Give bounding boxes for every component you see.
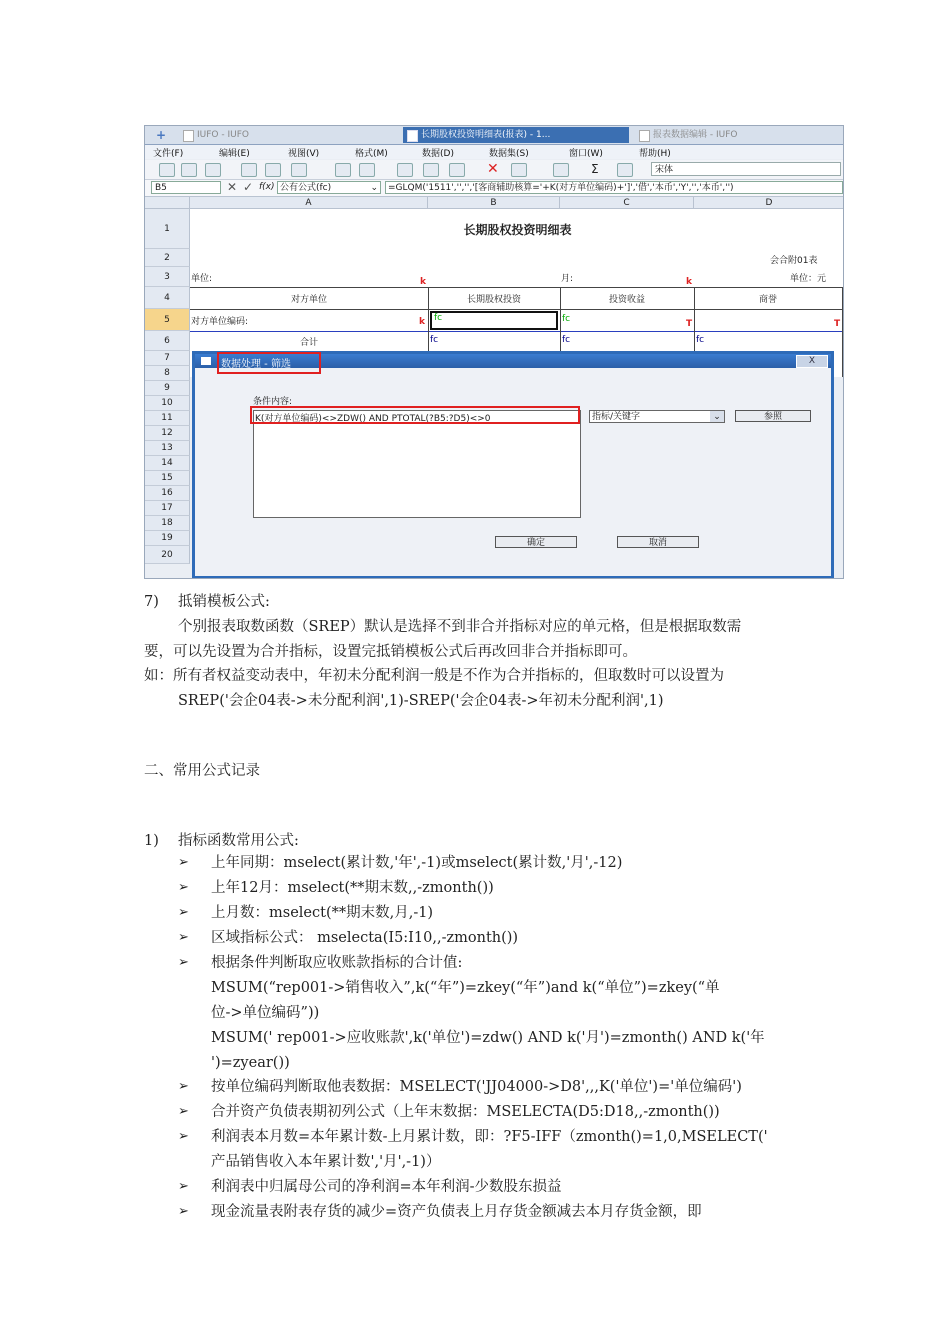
- copy-icon[interactable]: [181, 163, 197, 177]
- cut-icon[interactable]: [423, 163, 439, 177]
- list-item-continuation: ')=zyear()): [211, 1055, 290, 1071]
- list-item-continuation: MSUM(“rep001->销售收入”,k(“年”)=zkey(“年”)and k(“单位”)=zkey(“单: [211, 980, 720, 996]
- list-item: 利润表中归属母公司的净利润=本年利润-少数股东损益: [211, 1179, 562, 1195]
- row-header[interactable]: 2: [145, 249, 190, 267]
- chevron-down-icon: ⌄: [710, 411, 724, 422]
- cell-total-label[interactable]: 合计: [299, 338, 318, 348]
- sum-icon[interactable]: Σ: [591, 162, 599, 176]
- unit-yuan: 单位：元: [790, 274, 827, 284]
- table-border: [842, 287, 843, 377]
- bullet-icon: ➢: [178, 880, 189, 895]
- tab-report[interactable]: [403, 127, 629, 143]
- row-header[interactable]: 1: [145, 209, 190, 249]
- header-investment-income: 投资收益: [608, 295, 645, 305]
- binoculars-icon[interactable]: [553, 163, 569, 177]
- row-header[interactable]: 18: [145, 516, 190, 531]
- list-item-continuation: MSUM(' rep001->应收账款',k('单位')=zdw() AND k('月')=zmonth() AND k('年: [211, 1030, 765, 1046]
- row-header[interactable]: 9: [145, 381, 190, 396]
- list-item: 上年同期：mselect(累计数,'年',-1)或mselect(累计数,'月',-12): [211, 855, 623, 871]
- cell-counterparty-code[interactable]: 对方单位编码:: [191, 317, 249, 327]
- list-item: 利润表本月数=本年累计数-上月累计数，即：?F5-IFF（zmonth()=1,0,MSELECT(': [211, 1129, 768, 1145]
- condition-textarea[interactable]: [253, 410, 581, 518]
- bullet-icon: ➢: [178, 1179, 189, 1194]
- section-title: 二、常用公式记录: [144, 763, 260, 779]
- total-marker: T: [686, 319, 693, 329]
- section-heading: 抵销模板公式:: [178, 594, 270, 610]
- row-header[interactable]: 11: [145, 411, 190, 426]
- ok-button[interactable]: 确定: [495, 536, 577, 548]
- list-item: 按单位编码判断取他表数据：MSELECT('JJ04000->D8',,,K('单位')='单位编码'): [211, 1079, 742, 1095]
- form-code: 会合附01表: [770, 256, 818, 266]
- row-header[interactable]: 10: [145, 396, 190, 411]
- condition-highlight-box: [250, 406, 580, 424]
- header-goodwill: 商誉: [758, 295, 777, 305]
- bullet-icon: ➢: [178, 955, 189, 970]
- copy-format-icon[interactable]: [397, 163, 413, 177]
- confirm-icon[interactable]: ✓: [243, 180, 254, 194]
- row-header[interactable]: 17: [145, 501, 190, 516]
- paste-icon[interactable]: [449, 163, 465, 177]
- menu-bar: [145, 145, 844, 159]
- table-border: [190, 331, 842, 332]
- row-header[interactable]: 3: [145, 267, 190, 287]
- unit-label: 单位:: [191, 274, 213, 284]
- print-icon[interactable]: [291, 163, 307, 177]
- cancel-button[interactable]: 取消: [617, 536, 699, 548]
- header-long-term-equity: 长期股权投资: [466, 295, 521, 305]
- bullet-icon: ➢: [178, 1129, 189, 1144]
- row-header[interactable]: 13: [145, 441, 190, 456]
- tab-data-edit[interactable]: [635, 127, 835, 143]
- cell-d6[interactable]: fc: [696, 335, 705, 345]
- list-item: 上年12月：mselect(**期末数,,-zmonth()): [211, 880, 494, 896]
- condition-text: K(对方单位编码)<>ZDW() AND PTOTAL(?B5:?D5)<>0: [255, 414, 491, 424]
- condition-label: 条件内容:: [253, 397, 293, 407]
- list-item: 现金流量表附表存货的减少=资产负债表上月存货金额减去本月存货金额，即: [211, 1204, 702, 1220]
- row-header[interactable]: 19: [145, 531, 190, 546]
- paragraph-line: 如：所有者权益变动表中，年初未分配利润一般是不作为合并指标的，但取数时可以设置为: [144, 668, 724, 684]
- row-header[interactable]: 6: [145, 331, 190, 351]
- row-header[interactable]: 8: [145, 366, 190, 381]
- paragraph-line: 要，可以先设置为合并指标，设置完抵销模板公式后再改回非合并指标即可。: [144, 644, 637, 660]
- page-icon: [183, 130, 194, 142]
- cell-c5[interactable]: fc: [562, 314, 571, 324]
- list-item: 合并资产负债表期初列公式（上年末数据：MSELECTA(D5:D18,,-zmonth()): [211, 1104, 720, 1120]
- row-header[interactable]: 15: [145, 471, 190, 486]
- menu-view[interactable]: 视图(V): [288, 149, 320, 159]
- menu-dataset[interactable]: 数据集(S): [489, 149, 529, 159]
- new-tab-icon[interactable]: +: [155, 128, 167, 142]
- list-item: 根据条件判断取应收账款指标的合计值:: [211, 955, 463, 971]
- toolbar: [145, 160, 844, 180]
- tab-bar: [145, 126, 844, 145]
- menu-file[interactable]: 文件(F): [153, 149, 184, 159]
- print-preview-icon[interactable]: [241, 163, 257, 177]
- reference-button[interactable]: 参照: [735, 410, 811, 422]
- menu-data[interactable]: 数据(D): [422, 149, 454, 159]
- brush-icon[interactable]: [511, 163, 527, 177]
- formula-bar: [145, 180, 844, 197]
- column-header-d[interactable]: D: [694, 197, 844, 209]
- table-border: [190, 309, 842, 310]
- total-marker: T: [834, 319, 841, 329]
- table-border: [190, 287, 842, 288]
- cell-c6[interactable]: fc: [562, 335, 571, 345]
- formula-type-select[interactable]: [277, 181, 381, 194]
- formula-input[interactable]: =GLQM('1511','','','[客商辅助核算='+K(对方单位编码)+']','借','本币','Y','','本币',''): [385, 181, 843, 194]
- row-header[interactable]: 14: [145, 456, 190, 471]
- fx-icon[interactable]: f(x): [259, 182, 275, 192]
- menu-window[interactable]: 窗口(W): [569, 149, 603, 159]
- column-header-b[interactable]: B: [428, 197, 560, 209]
- tab-label: IUFO - IUFO: [197, 130, 249, 140]
- find-icon[interactable]: [265, 163, 281, 177]
- list-item: 上月数：mselect(**期末数,月,-1): [211, 905, 434, 921]
- cell-reference-box[interactable]: B5: [151, 181, 221, 194]
- month-label: 月:: [561, 274, 574, 284]
- cell-b5-selected[interactable]: fc: [430, 311, 558, 330]
- dialog-title: 数据处理 - 筛选: [221, 359, 291, 370]
- select-value: 指标/关键字: [592, 412, 641, 422]
- keyword-marker: k: [420, 277, 426, 287]
- header-counterparty: 对方单位: [290, 295, 327, 305]
- page-icon: [407, 130, 418, 142]
- corner-cell[interactable]: [145, 197, 190, 209]
- redo-icon[interactable]: [359, 163, 375, 177]
- list-item-continuation: 位->单位编码”)): [211, 1005, 320, 1021]
- column-header-c[interactable]: C: [560, 197, 694, 209]
- keyword-marker: k: [686, 277, 692, 287]
- menu-edit[interactable]: 编辑(E): [219, 149, 250, 159]
- keyword-marker: k: [419, 317, 425, 327]
- cancel-icon[interactable]: ✕: [227, 180, 238, 194]
- menu-format[interactable]: 格式(M): [355, 149, 388, 159]
- row-header[interactable]: 4: [145, 287, 190, 309]
- row-header-selected[interactable]: 5: [145, 309, 190, 331]
- list-item-continuation: 产品销售收入本年累计数','月',-1)）: [211, 1154, 441, 1170]
- close-icon[interactable]: X: [796, 355, 828, 368]
- window-icon: [201, 357, 211, 365]
- bullet-icon: ➢: [178, 1204, 189, 1219]
- paragraph-line: 个别报表取数函数（SREP）默认是选择不到非合并指标对应的单元格，但是根据取数需: [178, 619, 742, 635]
- page-icon: [639, 130, 650, 142]
- bullet-icon: ➢: [178, 930, 189, 945]
- chevron-down-icon: ⌄: [370, 183, 378, 193]
- row-header[interactable]: 20: [145, 546, 190, 564]
- section-heading: 指标函数常用公式:: [178, 833, 299, 849]
- undo-icon[interactable]: [335, 163, 351, 177]
- indicator-keyword-select[interactable]: [589, 410, 725, 423]
- software-screenshot: [144, 125, 844, 579]
- tab-label: 长期股权投资明细表(报表) - 1...: [421, 130, 551, 140]
- bullet-icon: ➢: [178, 1079, 189, 1094]
- tab-iufo[interactable]: [179, 127, 379, 143]
- bullet-icon: ➢: [178, 905, 189, 920]
- row-header[interactable]: 16: [145, 486, 190, 501]
- paragraph-line: SREP('会企04表->未分配利润',1)-SREP('会企04表->年初未分配利润',1): [178, 693, 664, 709]
- sort-icon[interactable]: [617, 163, 633, 177]
- delete-icon[interactable]: ✕: [487, 161, 499, 177]
- menu-help[interactable]: 帮助(H): [639, 149, 671, 159]
- column-header-a[interactable]: A: [190, 197, 428, 209]
- formula-type-label: 公有公式(fc): [280, 183, 332, 193]
- list-item: 区域指标公式： mselecta(I5:I10,,-zmonth()): [211, 930, 519, 946]
- cell-b6[interactable]: fc: [430, 335, 439, 345]
- tab-label: 报表数据编辑 - IUFO: [653, 130, 738, 140]
- sheet-title: 长期股权投资明细表: [463, 223, 572, 237]
- row-header[interactable]: 7: [145, 351, 190, 366]
- save-icon[interactable]: [159, 163, 175, 177]
- filter-dialog[interactable]: [192, 351, 834, 579]
- row-header[interactable]: 12: [145, 426, 190, 441]
- export-icon[interactable]: [205, 163, 221, 177]
- item-number: 7): [144, 594, 159, 610]
- bullet-icon: ➢: [178, 1104, 189, 1119]
- bullet-icon: ➢: [178, 855, 189, 870]
- font-select[interactable]: 宋体: [651, 162, 841, 176]
- title-highlight-box: [217, 352, 321, 374]
- item-number: 1): [144, 833, 159, 849]
